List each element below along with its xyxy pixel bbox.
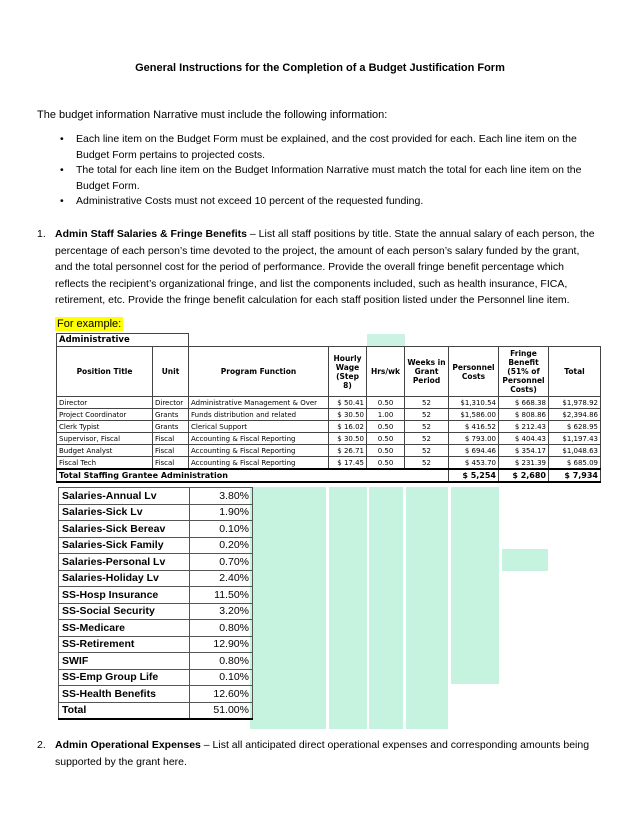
rate-label: Salaries-Annual Lv: [59, 488, 190, 505]
table-cell: Administrative Management & Over: [189, 397, 329, 409]
table-row: [57, 433, 601, 445]
total-total: $ 7,934: [549, 469, 601, 482]
column-header: Unit: [153, 347, 189, 397]
column-header: Program Function: [189, 347, 329, 397]
rate-label: Salaries-Sick Family: [59, 537, 190, 554]
rate-row: [59, 521, 253, 538]
table-cell: $ 30.50: [329, 433, 367, 445]
item-2-heading: Admin Operational Expenses: [55, 739, 201, 751]
table-cell: $ 50.41: [329, 397, 367, 409]
green-cell-block: [369, 487, 403, 729]
table-cell: Grants: [153, 421, 189, 433]
rate-value: 0.80%: [190, 620, 253, 637]
table-cell: Fiscal: [153, 445, 189, 457]
bullet-item: • Administrative Costs must not exceed 10 percent of the requested funding.: [60, 194, 605, 210]
table-header-row: [57, 347, 601, 397]
table-cell: $ 17.45: [329, 457, 367, 470]
table-row: [57, 421, 601, 433]
green-cell-block: [329, 487, 367, 729]
table-cell: $1,978.92: [549, 397, 601, 409]
table-cell: $1,048.63: [549, 445, 601, 457]
table-row: [57, 397, 601, 409]
table-cell: 52: [405, 457, 449, 470]
rate-value: 51.00%: [190, 702, 253, 719]
staffing-table: [56, 333, 601, 483]
table-cell: Director: [57, 397, 153, 409]
rate-value: 11.50%: [190, 587, 253, 604]
rate-label: SS-Social Security: [59, 603, 190, 620]
table-cell: Clerical Support: [189, 421, 329, 433]
table-cell: Funds distribution and related: [189, 409, 329, 421]
item-1-text: – List all staff positions by title. State the annual salary of each person, the percentage of each person’s time devoted to the project, the amount of each person’s salary funded by the grant, and the total personnel cost for the period of performance. Provide the overall fringe benefit percentage which reflects the recipient’s organizational fringe, and list the components included, such as health insurance, FICA, retirement, etc. Provide the fringe benefit calculation for each staff position listed under the Personnel line item.: [55, 228, 595, 306]
table-cell: 52: [405, 433, 449, 445]
rate-label: SS-Retirement: [59, 636, 190, 653]
rate-label: Salaries-Sick Bereav: [59, 521, 190, 538]
rate-row: [59, 653, 253, 670]
table-cell: $2,394.86: [549, 409, 601, 421]
table-cell: Fiscal: [153, 457, 189, 470]
table-cell: $ 404.43: [499, 433, 549, 445]
rate-label: SS-Emp Group Life: [59, 669, 190, 686]
table-cell: $ 808.86: [499, 409, 549, 421]
rate-label: SS-Hosp Insurance: [59, 587, 190, 604]
rate-row: [59, 554, 253, 571]
table-cell: $ 416.52: [449, 421, 499, 433]
table-cell: $ 668.38: [499, 397, 549, 409]
table-cell: $ 628.95: [549, 421, 601, 433]
table-cell: 1.00: [367, 409, 405, 421]
table-cell: $ 694.46: [449, 445, 499, 457]
example-label: For example:: [57, 318, 122, 330]
table-row: [57, 457, 601, 470]
item-1-heading: Admin Staff Salaries & Fringe Benefits: [55, 228, 247, 240]
table-cell: 52: [405, 445, 449, 457]
table-cell: Accounting & Fiscal Reporting: [189, 457, 329, 470]
table-cell: Accounting & Fiscal Reporting: [189, 433, 329, 445]
table-cell: $ 354.17: [499, 445, 549, 457]
rate-value: 0.20%: [190, 537, 253, 554]
table-cell: Accounting & Fiscal Reporting: [189, 445, 329, 457]
column-header: Position Title: [57, 347, 153, 397]
rate-row: [59, 702, 253, 719]
table-cell: 52: [405, 409, 449, 421]
rate-value: 3.80%: [190, 488, 253, 505]
column-header: Hourly Wage (Step 8): [329, 347, 367, 397]
category-label: Administrative: [57, 334, 189, 347]
rate-row: [59, 603, 253, 620]
requirements-list: [60, 132, 605, 210]
item-1: [37, 226, 597, 309]
rate-value: 1.90%: [190, 504, 253, 521]
table-cell: Budget Analyst: [57, 445, 153, 457]
green-cell-block: [406, 487, 448, 729]
rate-label: Salaries-Personal Lv: [59, 554, 190, 571]
rate-label: SS-Medicare: [59, 620, 190, 637]
table-row: [57, 409, 601, 421]
table-cell: Clerk Typist: [57, 421, 153, 433]
rate-row: [59, 669, 253, 686]
table-cell: $1,310.54: [449, 397, 499, 409]
table-cell: 52: [405, 421, 449, 433]
page-title: General Instructions for the Completion of a Budget Justification Form: [135, 62, 505, 74]
bullet-item: • The total for each line item on the Budget Information Narrative must match the total for each line item on the Budget Form.: [60, 163, 605, 194]
table-cell: $ 30.50: [329, 409, 367, 421]
rate-value: 0.70%: [190, 554, 253, 571]
table-cell: 0.50: [367, 445, 405, 457]
table-cell: Fiscal: [153, 433, 189, 445]
table-cell: $ 16.02: [329, 421, 367, 433]
green-cell-block: [250, 487, 326, 729]
green-cell-block: [451, 487, 499, 684]
rate-label: Total: [59, 702, 190, 719]
table-total-row: [57, 469, 601, 482]
rate-label: Salaries-Holiday Lv: [59, 570, 190, 587]
rate-value: 3.20%: [190, 603, 253, 620]
total-label: Total Staffing Grantee Administration: [57, 469, 449, 482]
table-cell: Director: [153, 397, 189, 409]
rate-value: 2.40%: [190, 570, 253, 587]
table-cell: 0.50: [367, 421, 405, 433]
table-cell: $ 26.71: [329, 445, 367, 457]
rate-label: SWIF: [59, 653, 190, 670]
rate-value: 0.80%: [190, 653, 253, 670]
table-cell: Grants: [153, 409, 189, 421]
rate-row: [59, 488, 253, 505]
intro-paragraph: The budget information Narrative must include the following information:: [37, 109, 388, 121]
rate-value: 0.10%: [190, 669, 253, 686]
column-header: Fringe Benefit (51% of Personnel Costs): [499, 347, 549, 397]
rate-row: [59, 570, 253, 587]
bullet-item: • Each line item on the Budget Form must be explained, and the cost provided for each. Each line item on the Budget Form pertains to projected costs.: [60, 132, 605, 163]
total-fringe: $ 2,680: [499, 469, 549, 482]
green-cell-block: [502, 549, 548, 571]
table-row: [57, 445, 601, 457]
item-2: [37, 737, 597, 770]
table-cell: $ 685.09: [549, 457, 601, 470]
rate-row: [59, 620, 253, 637]
table-cell: $ 212.43: [499, 421, 549, 433]
item-1-number: 1.: [37, 228, 46, 240]
fringe-rate-table: [58, 487, 253, 720]
rate-value: 12.90%: [190, 636, 253, 653]
column-header: Personnel Costs: [449, 347, 499, 397]
rate-row: [59, 636, 253, 653]
column-header: Total: [549, 347, 601, 397]
table-cell: Supervisor, Fiscal: [57, 433, 153, 445]
rate-label: SS-Health Benefits: [59, 686, 190, 703]
rate-row: [59, 504, 253, 521]
item-2-number: 2.: [37, 739, 46, 751]
table-cell: $ 793.00: [449, 433, 499, 445]
column-header: Weeks in Grant Period: [405, 347, 449, 397]
table-cell: Project Coordinator: [57, 409, 153, 421]
rate-row: [59, 537, 253, 554]
rate-row: [59, 587, 253, 604]
total-personnel: $ 5,254: [449, 469, 499, 482]
table-cell: $ 231.39: [499, 457, 549, 470]
table-cell: 52: [405, 397, 449, 409]
rate-value: 0.10%: [190, 521, 253, 538]
table-cell: 0.50: [367, 433, 405, 445]
rate-label: Salaries-Sick Lv: [59, 504, 190, 521]
rate-row: [59, 686, 253, 703]
column-header: Hrs/wk: [367, 347, 405, 397]
table-cell: $ 453.70: [449, 457, 499, 470]
rate-value: 12.60%: [190, 686, 253, 703]
table-cell: 0.50: [367, 457, 405, 470]
table-cell: Fiscal Tech: [57, 457, 153, 470]
table-cell: $1,586.00: [449, 409, 499, 421]
item-2-text: – List all anticipated direct operational expenses and corresponding amounts being supported by the grant here.: [55, 739, 590, 768]
table-cell: $1,197.43: [549, 433, 601, 445]
table-cell: 0.50: [367, 397, 405, 409]
